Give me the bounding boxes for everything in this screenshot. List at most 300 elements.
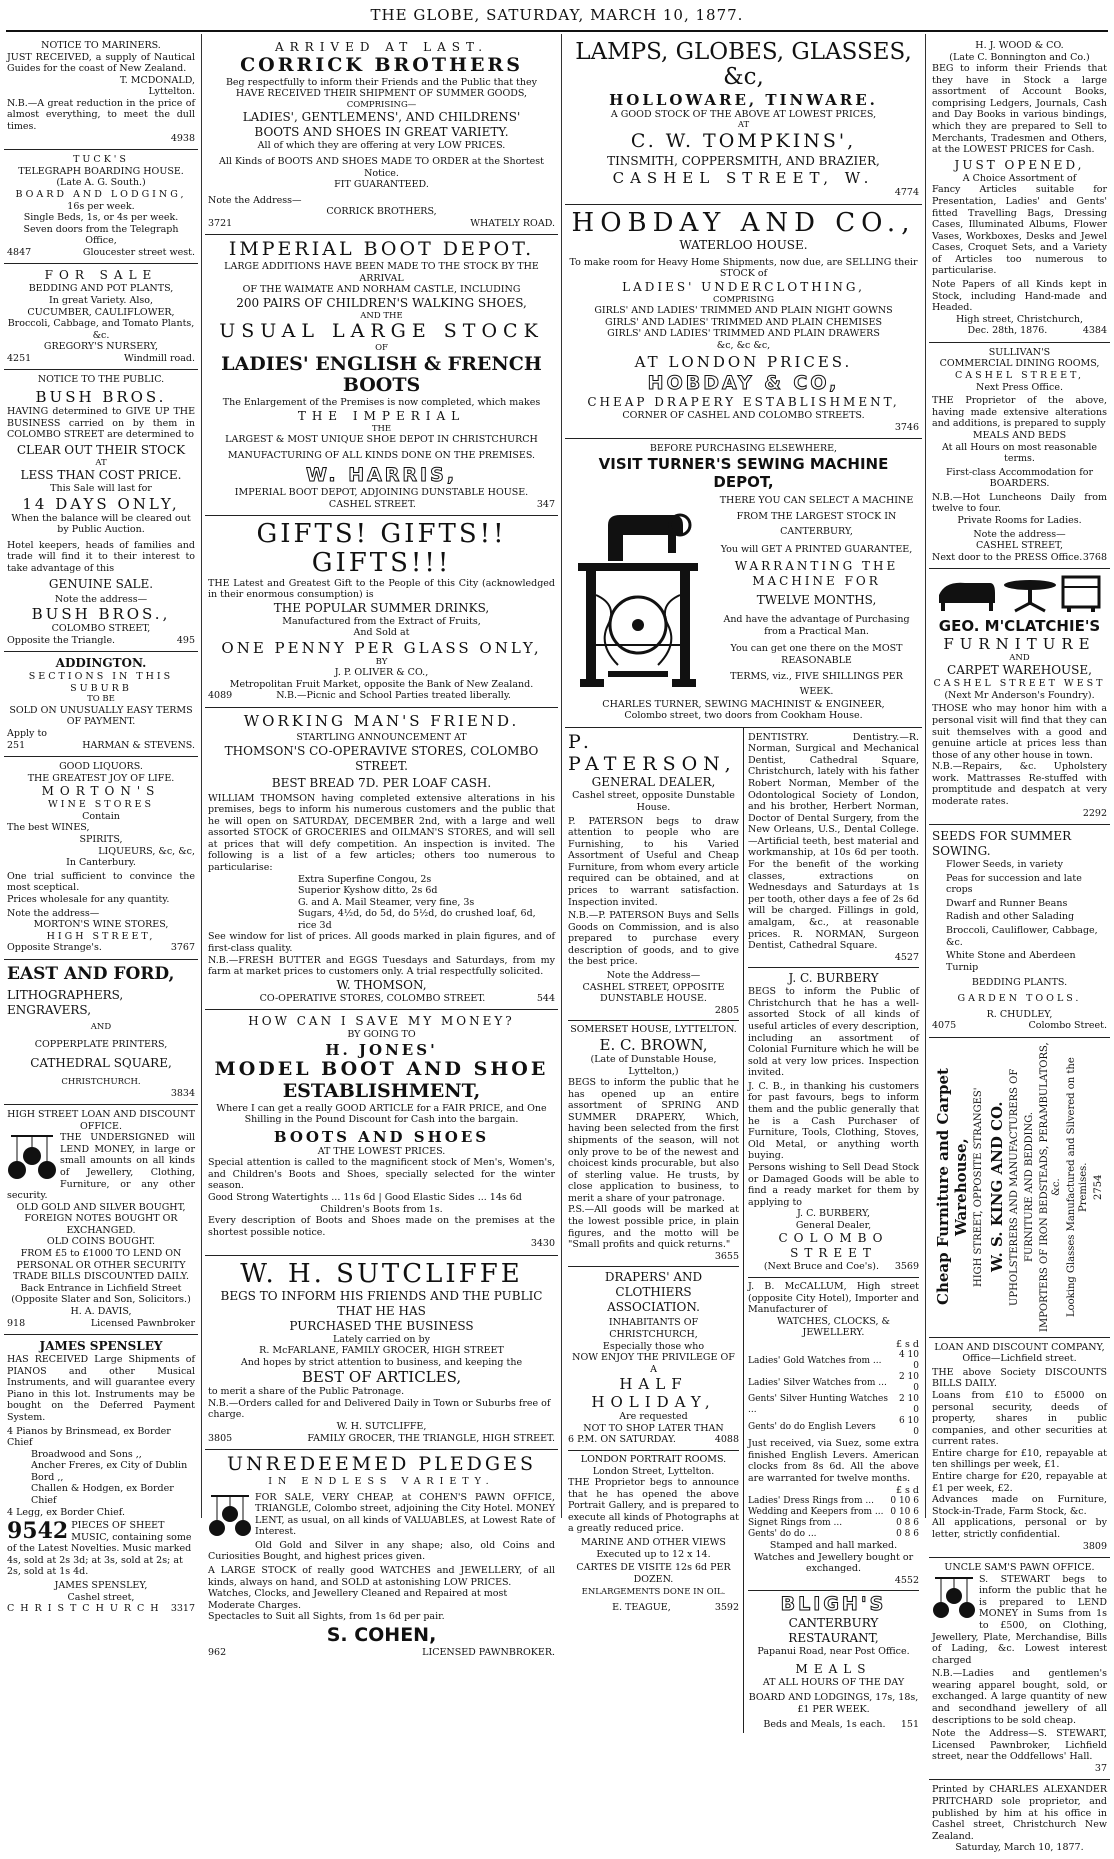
- ad-headline: MODEL BOOT AND SHOE: [214, 1057, 549, 1080]
- ad-title: UNCLE SAM'S PAWN OFFICE.: [944, 1562, 1095, 1574]
- ad-title: H. J. WOOD & CO.: [975, 40, 1064, 51]
- ad-line: Contain: [82, 810, 120, 822]
- ad-line: N.B.—Orders called for and Delivered Daily in Town or Suburbs free of charge.: [208, 1397, 551, 1421]
- ad-line: BOARD AND LODGINGS, 17s, 18s, £1 PER WEEK.: [748, 1692, 919, 1715]
- ad-paterson: [568, 732, 739, 1022]
- ad-line: Cashel street, opposite Dunstable House.: [572, 790, 735, 813]
- item-price: 0 8 6: [896, 1528, 919, 1539]
- ad-headline: UNREDEEMED PLEDGES: [227, 1453, 536, 1476]
- ad-line: BEFORE PURCHASING ELSEWHERE,: [649, 443, 838, 455]
- ad-line: Persons wishing to Sell Dead Stock or Damaged Goods will be able to find a ready market for them by applying to: [748, 1161, 919, 1208]
- ad-line: When the balance will be cleared out by Public Auction.: [11, 512, 191, 536]
- ad-line: One trial sufficient to convince the most sceptical.: [7, 870, 195, 894]
- ad-line: ENLARGEMENTS DONE IN OIL.: [581, 1587, 726, 1598]
- ad-line: All of which they are offering at very LOW PRICES.: [257, 140, 506, 152]
- ad-line: CUCUMBER, CAULIFLOWER,: [27, 306, 175, 318]
- ad-line: LIQUEURS, &c, &c,: [98, 845, 195, 857]
- ad-address: Colombo Street.: [1028, 1020, 1107, 1032]
- ad-line: SOMERSET HOUSE, LYTTELTON.: [570, 1024, 737, 1036]
- ad-line: To make room for Heavy Home Shipments, now due, are SELLING their STOCK of: [569, 256, 918, 280]
- ad-number: 918: [7, 1317, 26, 1329]
- ad-line: A Choice Assortment of: [962, 172, 1077, 184]
- ad-headline: H. JONES': [325, 1040, 438, 1059]
- ad-headline: E. C. BROWN,: [599, 1035, 708, 1054]
- ad-line: Spectacles to Suit all Sights, from 1s 6d per pair.: [208, 1611, 445, 1623]
- ad-title: LONDON PORTRAIT ROOMS.: [580, 1453, 727, 1465]
- table-row: [748, 1518, 919, 1529]
- list-item: Peas for succession and late crops: [946, 872, 1082, 896]
- ad-number: 4075: [932, 1020, 957, 1032]
- price-header: £ s d: [895, 1338, 919, 1350]
- ad-line: Note the address—: [7, 907, 100, 919]
- ad-line: to merit a share of the Public Patronage.: [208, 1386, 405, 1398]
- ad-line: TO BE: [87, 694, 115, 705]
- ad-title: ARRIVED AT LAST.: [274, 40, 489, 54]
- ad-working-mans-friend: [205, 708, 558, 1010]
- ad-line: GARDEN TOOLS.: [957, 992, 1082, 1004]
- ad-line: (Opposite Slater and Son, Solicitors.): [11, 1294, 191, 1306]
- ad-hobday: [565, 205, 922, 439]
- ad-line: Especially those who: [602, 1340, 705, 1352]
- ad-line: WATERLOO HOUSE.: [679, 237, 808, 252]
- ad-line: Licensed Pawnbroker: [90, 1317, 195, 1329]
- ad-gifts: [205, 516, 558, 708]
- ad-number: 962: [208, 1646, 227, 1658]
- ad-line: And have the advantage of Purchasing from a Practical Man.: [723, 614, 910, 637]
- masthead: THE GLOBE, SATURDAY, MARCH 10, 1877.: [370, 6, 744, 24]
- ad-line: Superior Kyshow ditto, 2s 6d: [298, 885, 438, 897]
- price-table: [748, 1350, 919, 1438]
- ad-line: BOOTS AND SHOES IN GREAT VARIETY.: [254, 125, 509, 140]
- ad-signature: E. TEAGUE,: [612, 1601, 671, 1613]
- ad-line: CASHEL STREET,: [975, 540, 1063, 552]
- ad-line: And hopes by strict attention to business, and keeping the: [240, 1356, 523, 1368]
- ad-line: JUST OPENED,: [954, 157, 1085, 172]
- ad-number: 3721: [208, 217, 233, 229]
- ad-number: 347: [536, 498, 555, 510]
- ad-loan-discount-company: [929, 1338, 1110, 1558]
- ad-line: See window for list of prices. All goods marked in plain figures, and of first-class quality.: [208, 931, 555, 955]
- ad-line: GREGORY'S NURSERY,: [43, 341, 159, 353]
- ad-number: 3809: [1082, 1540, 1107, 1552]
- ad-notice-to-mariners: [4, 36, 198, 150]
- price-table: [748, 1496, 919, 1540]
- ad-body: DENTISTRY. Dentistry.—R. Norman, Surgical and Mechanical Dentist, Cathedral Square, Christchurch, lately with his father Robert Norman, Member of the Odontological Society of London, and his brother, Herbert Norman, Doctor of Dental Surgery, from the New Orleans, U.S., Dental College.—Artificial teeth, best material and workmanship, at 10s 6d per tooth. For the benefit of the working classes, extractions on Wednesdays and Saturdays at 1s per tooth, other days a fee of 2s 6d will be charged. Fillings in gold, amalgam, &c., at reasonable prices. R. NORMAN, Surgeon Dentist, Cathedral Square.: [748, 731, 919, 952]
- ad-line: And Sold at: [353, 627, 410, 639]
- ad-drapers: [568, 1267, 739, 1451]
- ad-line: MANUFACTURING OF ALL KINDS DONE ON THE PREMISES.: [227, 449, 536, 461]
- ad-line: 4 Pianos by Brinsmead, ex Border Chief: [7, 1425, 171, 1449]
- ad-body: BEGS to inform the public that he has opened up an entire assortment of SPRING AND SUMMER DRAPERY, Which, having been selected from the first shipments of the season, will not only prove to be of the newest and choicest kinds procurable, but also of sterling value. He trusts, by close application to business, to merit a share of your patronage.: [568, 1077, 739, 1204]
- ad-headline: HALF HOLIDAY,: [591, 1375, 716, 1412]
- ad-line: FROM THE LARGEST STOCK IN: [736, 510, 897, 522]
- ad-headline: HOBDAY AND CO.,: [571, 207, 916, 238]
- ad-tucks: [4, 150, 198, 264]
- ad-line: G. and A. Mail Steamer, very fine, 3s: [298, 896, 475, 908]
- ad-high-street-loan: [4, 1105, 198, 1335]
- ad-line: COMPRISING—: [346, 100, 417, 110]
- ad-number: 4847: [7, 246, 32, 258]
- item-price: 4 10 0: [898, 1350, 919, 1372]
- item-price: 6 10 0: [898, 1416, 919, 1438]
- furniture-illustration-icon: [932, 573, 1107, 617]
- ad-headline: BUSH BROS.: [35, 388, 167, 407]
- ad-line: Sugars, 4½d, do 5d, do 5½d, do crushed loaf, 6d, rice 3d: [298, 908, 536, 931]
- ad-mccallum: [748, 1278, 919, 1591]
- ad-line: TELEGRAPH BOARDING HOUSE.: [18, 165, 184, 177]
- ad-line: At all Hours on most reasonable terms.: [941, 441, 1098, 465]
- ad-headline: GEO. M'CLATCHIE'S: [938, 616, 1101, 635]
- ad-line: CHEAP DRAPERY ESTABLISHMENT,: [587, 395, 900, 410]
- ad-line: Note the Address—S. STEWART, Licensed Pawnbroker, Lichfield street, near the Oddfellows' Hall.: [932, 1728, 1107, 1763]
- ad-body: THE above Society DISCOUNTS BILLS DAILY.: [932, 1366, 1107, 1390]
- ad-headline: MORTON'S: [41, 784, 161, 799]
- ad-number: 37: [1094, 1762, 1107, 1774]
- ad-headline: W. HARRIS,: [305, 464, 458, 487]
- ad-headline: J. C. BURBERY: [788, 971, 879, 986]
- item-price: 0 10 6: [890, 1507, 919, 1518]
- ad-line: Beg respectfully to inform their Friends and the Public that they: [225, 76, 538, 88]
- ad-big-number: 9542: [7, 1518, 69, 1545]
- ad-line: Every description of Boots and Shoes made on the premises at the shortest possible notice.: [208, 1215, 555, 1238]
- ad-headline: ONE PENNY PER GLASS ONLY,: [221, 638, 542, 657]
- item-name: Ladies' Silver Watches from ...: [748, 1377, 887, 1388]
- ad-body: WILLIAM THOMSON having completed extensive alterations in his premises, begs to inform his numerous customers and the public that he will open on SATURDAY, DECEMBER 2nd, with a large and well assorted STOCK of GROCERIES and OILMAN'S STORES, and will sell at prices that will defy competition. An inspection is invited. The following is a list of a few articles; others too numerous to particularise:: [208, 792, 555, 873]
- ad-w-h-sutcliffe: [205, 1256, 558, 1450]
- ad-line: SOLD ON UNUSUALLY EASY TERMS: [9, 704, 193, 716]
- pawn-balls-icon: [208, 1492, 252, 1542]
- ad-line: CASHEL STREET WEST: [933, 678, 1106, 690]
- ad-line: Papanui Road, near Post Office.: [757, 1646, 910, 1658]
- ad-line: Challen & Hodgen, ex Border Chief: [31, 1483, 174, 1507]
- ad-place: Lyttelton.: [148, 86, 195, 98]
- ad-line: Note the Address—: [208, 194, 302, 206]
- ad-east-and-ford: [4, 960, 198, 1105]
- ad-body: PIECES OF SHEET MUSIC, containing some of the Latest Novelties. Music marked 4s, sold at 2s 3d; at 3s, sold at 2s; at 2s, sold at 1s 4d.: [7, 1520, 192, 1578]
- item-price: 0 10 6: [890, 1496, 919, 1507]
- ad-number: 2805: [714, 1004, 739, 1016]
- ad-headline: BEST OF ARTICLES,: [301, 1368, 462, 1387]
- imprint-date: Saturday, March 10, 1877.: [955, 1842, 1084, 1854]
- ad-line: Back Entrance in Lichfield Street: [20, 1282, 182, 1294]
- ad-line: Watches, Clocks, and Jewellery Cleaned and Repaired at most Moderate Charges.: [208, 1588, 508, 1611]
- ad-line: Broadwood and Sons ,,: [31, 1448, 142, 1460]
- ad-body: THE UNDERSIGNED will LEND MONEY, in large or small amounts on all kinds of Jewellery, Clothing, Furniture, or any other security.: [7, 1132, 195, 1202]
- table-row: [748, 1350, 919, 1372]
- ad-line: AND: [1009, 652, 1030, 663]
- ad-line: This Sale will last for: [50, 483, 152, 495]
- ad-line: MEALS: [795, 1661, 872, 1676]
- ad-line: SECTIONS IN THIS SUBURB: [28, 671, 174, 694]
- ad-headline: FURNITURE: [943, 634, 1096, 653]
- column-rule: [925, 34, 926, 1518]
- ad-line: R. McFARLANE, FAMILY GROCER, HIGH STREET: [259, 1345, 504, 1357]
- ad-line: N.B.—P. PATERSON Buys and Sells Goods on Commission, and is also prepared to purchase every description of goods, and to give the best price.: [568, 910, 739, 968]
- ad-line: FURNITURE AND BEDDING.: [1024, 1111, 1036, 1262]
- ad-number: 4088: [714, 1434, 739, 1446]
- column-2: [205, 36, 558, 1658]
- ad-number: 4774: [894, 187, 919, 199]
- ad-line: The best WINES,: [7, 822, 90, 834]
- ad-number: 151: [900, 1719, 919, 1731]
- ad-nb: N.B.—A great reduction in the price of almost everything, to meet the dull times.: [7, 97, 195, 133]
- ad-line: Metropolitan Fruit Market, opposite the Bank of New Zealand.: [229, 678, 534, 690]
- ad-signature: R. CHUDLEY,: [986, 1008, 1053, 1020]
- ad-headline: EAST AND FORD,: [7, 963, 175, 984]
- ad-line: Opposite Strange's.: [7, 942, 102, 954]
- ad-line: LARGEST & MOST UNIQUE SHOE DEPOT IN CHRISTCHURCH: [225, 434, 538, 446]
- table-row: [748, 1496, 919, 1507]
- ad-signature: J. C. BURBERY,: [796, 1208, 871, 1220]
- ad-line: THE: [371, 423, 392, 434]
- ad-line: FROM £5 to £1000 TO LEND ON PERSONAL OR OTHER SECURITY: [16, 1248, 186, 1271]
- ad-line: The Enlargement of the Premises is now completed, which makes: [222, 397, 541, 409]
- ad-line: Apply to: [7, 728, 47, 739]
- ad-signature: H. A. DAVIS,: [70, 1305, 132, 1317]
- ad-headline: S. COHEN,: [326, 1623, 437, 1646]
- ad-title: TUCK'S: [73, 154, 129, 166]
- list-item: Flower Seeds, in variety: [946, 859, 1064, 871]
- column-rule: [561, 34, 562, 1518]
- ad-number: 3768: [1082, 551, 1107, 563]
- ad-line: Broccoli, Cabbage, and Tomato Plants, &c.: [7, 318, 195, 341]
- printer-imprint: [929, 1780, 1110, 1858]
- ad-signature: T. MCDONALD,: [119, 74, 195, 86]
- sewing-machine-icon: [568, 495, 708, 699]
- ad-headline: HOBDAY & CO,: [647, 372, 840, 395]
- ad-line: PURCHASED THE BUSINESS: [289, 1318, 474, 1333]
- ad-line: TWELVE MONTHS,: [756, 593, 877, 608]
- ad-line: NOT TO SHOP LATER THAN: [583, 1422, 724, 1434]
- ad-line: AT: [737, 120, 750, 131]
- ad-line: All Kinds of BOOTS AND SHOES MADE TO ORDER at the Shortest Notice.: [219, 155, 544, 179]
- ad-unredeemed-pledges: [205, 1450, 558, 1663]
- ad-line: HIGH STREET, OPPOSITE STRANGES': [972, 1086, 984, 1287]
- ad-corrick-brothers: [205, 36, 558, 235]
- ad-line: CLEAR OUT THEIR STOCK: [16, 442, 186, 457]
- ad-line: COMPRISING: [712, 294, 775, 305]
- ad-mortons: [4, 757, 198, 960]
- ad-signature: JAMES SPENSLEY,: [54, 1580, 148, 1592]
- ad-headline: ESTABLISHMENT,: [282, 1079, 481, 1102]
- ad-title: DRAPERS' AND CLOTHIERS ASSOCIATION.: [604, 1270, 703, 1315]
- ad-line: Looking Glasses Manufactured and Silvered on the Premises.: [1066, 1056, 1090, 1317]
- ad-number: 4089: [208, 690, 233, 702]
- ad-line: BEST BREAD 7D. PER LOAF CASH.: [271, 775, 492, 790]
- ad-line: N.B.—FRESH BUTTER and EGGS Tuesdays and Saturdays, from my farm at market prices to customers only. A trial respectfully solicited.: [208, 954, 555, 978]
- ad-line: MARINE AND OTHER VIEWS: [581, 1537, 726, 1549]
- ad-signature: CORRICK BROTHERS,: [326, 206, 437, 218]
- table-row: [748, 1507, 919, 1518]
- ad-address: Windmill road.: [123, 352, 195, 364]
- ad-line: CATHEDRAL SQUARE,: [30, 1056, 172, 1071]
- ad-line: Office—Lichfield street.: [962, 1353, 1077, 1365]
- ad-title: HOW CAN I SAVE MY MONEY?: [248, 1014, 515, 1029]
- item-name: Signet Rings from ...: [748, 1518, 843, 1529]
- item-name: Gents' do do English Levers: [748, 1421, 876, 1432]
- table-row: [748, 1372, 919, 1394]
- ad-body: THOSE who may honor him with a personal visit will find that they can suit themselves with a good and genuine article at prices less than those of any other house in town.: [932, 703, 1107, 761]
- ad-line: HIGH STREET,: [46, 930, 156, 942]
- ad-line: Special attention is called to the magnificent stock of Men's, Women's, and Children's Boots and Shoes, specially selected for the winter season.: [208, 1157, 555, 1192]
- ad-line: BY: [375, 656, 388, 667]
- ad-line: WINE STORES: [47, 799, 154, 811]
- ad-line: THE POPULAR SUMMER DRINKS,: [273, 600, 490, 615]
- ad-line: TERMS, viz., FIVE SHILLINGS PER: [730, 670, 903, 682]
- ad-number: 3834: [170, 1087, 195, 1099]
- ad-uncle-sams: [929, 1558, 1110, 1780]
- ad-body: BEG to inform their Friends that they have in Stock a large assortment of Account Books, comprising Ledgers, Journals, Cash and Day Books in various bindings, which they are prepared to Sell to Merchants, Tradesmen and Others, at the LOWEST PRICES for Cash.: [932, 63, 1107, 156]
- ad-line: Note the address—: [54, 593, 148, 605]
- ad-line: LARGE ADDITIONS HAVE BEEN MADE TO THE STOCK BY THE ARRIVAL: [224, 261, 539, 284]
- item-price: 2 10 0: [898, 1394, 919, 1416]
- ad-line: 200 PAIRS OF CHILDREN'S WALKING SHOES,: [236, 295, 527, 310]
- ad-line: CASHEL STREET,: [954, 370, 1084, 382]
- ad-line: CASHEL STREET, OPPOSITE DUNSTABLE HOUSE.: [582, 981, 725, 1005]
- ad-headline: LADIES' ENGLISH & FRENCH BOOTS: [221, 352, 542, 397]
- ad-line: N.B.—Picnic and School Parties treated liberally.: [276, 690, 511, 702]
- ad-line: LADIES' UNDERCLOTHING,: [622, 279, 865, 294]
- ad-line: Where I can get a really GOOD ARTICLE for a FAIR PRICE, and One Shilling in the Pound Discount for Cash into the bargain.: [216, 1102, 547, 1126]
- ad-line: Manufactured from the Extract of Fruits,: [282, 615, 481, 627]
- ad-signature: HARMAN & STEVENS.: [82, 739, 195, 751]
- ad-line: Legg, ex Border Chief.: [16, 1506, 125, 1518]
- item-name: Gents' Silver Hunting Watches ...: [748, 1394, 888, 1416]
- ad-number: 4938: [170, 132, 195, 144]
- ad-headline: BUSH BROS.,: [31, 605, 171, 624]
- ad-line: Single Beds, 1s, or 4s per week.: [23, 212, 179, 224]
- ad-headline: BLIGH'S: [780, 1593, 887, 1616]
- ad-line: LITHOGRAPHERS, ENGRAVERS,: [7, 988, 124, 1018]
- ad-line: COLOMBO STREET: [778, 1231, 889, 1261]
- ad-line: CO-OPERATIVE STORES, COLOMBO STREET.: [259, 992, 486, 1004]
- ad-line: UPHOLSTERERS AND MANUFACTURERS OF: [1008, 1068, 1020, 1306]
- ad-title: GOOD LIQUORS.: [59, 761, 143, 773]
- ad-signature: W. THOMSON,: [336, 977, 427, 992]
- ad-line: (Late C. Bonnington and Co.): [949, 51, 1090, 63]
- ad-line: Good Strong Watertights ... 11s 6d | Good Elastic Sides ... 14s 6d: [208, 1192, 522, 1204]
- ad-title: LOAN AND DISCOUNT COMPANY,: [934, 1341, 1105, 1353]
- ad-line: A LARGE STOCK of really good WATCHES and JEWELLERY, of all kinds, always on hand, and SOLD at astonishing LOW PRICES.: [208, 1565, 555, 1588]
- ad-number: 3317: [170, 1603, 195, 1615]
- ad-line: AT: [95, 457, 107, 468]
- ad-line: In great Variety. Also,: [49, 294, 153, 306]
- ad-line: CANTERBURY,: [780, 526, 853, 538]
- ad-line: AND THE: [360, 310, 403, 321]
- list-item: Radish and other Salading: [946, 911, 1075, 923]
- ad-body: P. PATERSON begs to draw attention to people who are Furnishing, to his Varied Assortment of Useful and Cheap Furniture, from whom every article required can be obtained, and at prices to warrant satisfaction. Inspection invited.: [568, 815, 739, 908]
- ad-title: FOR SALE: [44, 268, 158, 283]
- ad-line: &c, &c &c,: [716, 339, 771, 351]
- ad-number: 544: [536, 992, 555, 1004]
- ad-line: THE IMPERIAL: [297, 408, 466, 423]
- ad-line: Ancher Freres, ex City of Dublin: [31, 1460, 188, 1472]
- ad-number: 2292: [1082, 807, 1107, 819]
- ad-line: N.B.—Ladies and gentlemen's wearing apparel bought, sold, or exchanged. A large quantity of new and secondhand jewellery of all descriptions to be sold cheap.: [932, 1668, 1107, 1726]
- item-price: 2 10 0: [898, 1372, 919, 1394]
- ad-line: Opposite the Triangle.: [7, 634, 116, 646]
- ad-line: IMPERIAL BOOT DEPOT, ADJOINING DUNSTABLE HOUSE.: [234, 487, 529, 499]
- ad-title: THE GREATEST JOY OF LIFE.: [27, 772, 175, 784]
- ad-line: NOW ENJOY THE PRIVILEGE OF A: [572, 1352, 735, 1375]
- ad-line: Entire charge for £20, repayable at £1 per week, £2.: [932, 1471, 1107, 1494]
- ad-line: CASHEL STREET, W.: [612, 169, 875, 188]
- ad-line: AT ALL HOURS OF THE DAY: [762, 1676, 905, 1688]
- ad-headline: W. H. SUTCLIFFE: [240, 1258, 523, 1289]
- ad-headline: 14 DAYS ONLY,: [22, 494, 180, 513]
- ad-sullivans: [929, 343, 1110, 569]
- ad-body: HAS RECEIVED Large Shipments of PIANOS and other Musical Instruments, and will guarantee every Piano in this lot. Instruments may be bought on the Deferred Payment System.: [7, 1354, 195, 1423]
- ad-line: Stamped and hall marked.: [769, 1539, 898, 1551]
- ad-line: LESS THAN COST PRICE.: [20, 468, 182, 483]
- ad-line: LADIES', GENTLEMENS', AND CHILDRENS': [242, 110, 521, 125]
- ad-line: Bord ,,: [31, 1471, 64, 1483]
- ad-line: You can get one there on the MOST REASONABLE: [730, 643, 903, 666]
- ad-line: First-class Accommodation for BOARDERS.: [945, 466, 1094, 490]
- ad-line: GIRLS' AND LADIES' TRIMMED AND PLAIN NIGHT GOWNS: [594, 305, 893, 317]
- ad-line: TRADE BILLS DISCOUNTED DAILY.: [13, 1271, 189, 1283]
- ad-line: Prices wholesale for any quantity.: [7, 893, 170, 905]
- ad-headline: C. W. TOMPKINS',: [630, 129, 857, 152]
- ad-headline: BOOTS AND SHOES: [273, 1127, 490, 1146]
- ad-signature: W. H. SUTCLIFFE,: [336, 1421, 427, 1433]
- ad-line: J. C. B., in thanking his customers for past favours, begs to inform them and the public generally that he is a Cash Purchaser of Furniture, Tools, Clothing, Stoves, Old Metal, or anything worth buying.: [748, 1080, 919, 1162]
- ad-line: General Dealer,: [795, 1219, 872, 1231]
- ad-line: OF: [375, 343, 388, 354]
- ad-line: CHARLES TURNER, SEWING MACHINIST & ENGINEER,: [602, 698, 885, 710]
- list-item: Dwarf and Runner Beans: [946, 897, 1068, 909]
- ad-number: 3746: [894, 421, 919, 433]
- ad-line: COMMERCIAL DINING ROOMS,: [939, 358, 1100, 370]
- ad-line: (Late of Dunstable House, Lyttelton,): [590, 1053, 717, 1077]
- ad-headline: Cheap Furniture and Carpet Warehouse,: [933, 1068, 970, 1306]
- ad-line: CASHEL STREET.: [328, 498, 416, 510]
- ad-line: 4: [7, 1506, 14, 1518]
- imprint-text: Printed by CHARLES ALEXANDER PRITCHARD sole proprietor, and published by him at his office in Cashel street, Christchurch New Zealand.: [932, 1784, 1107, 1842]
- ad-title: NOTICE TO MARINERS.: [41, 40, 161, 51]
- ad-line: Dec. 28th, 1876.: [967, 325, 1048, 337]
- ad-split-block: [565, 728, 922, 1733]
- ad-body: FOR SALE, VERY CHEAP, at COHEN'S PAWN OFFICE, TRIANGLE, Colombo street, adjoining the City Hotel. MONEY LENT, as usual, on all kinds of VALUABLES, at Lowest Rate of Interest.: [255, 1491, 555, 1538]
- ad-body: S. STEWART begs to inform the public that he is prepared to LEND MONEY in Sums from 1s to £500, on Clothing, Jewellery, Plate, Merchandise, Bills of Lading, &c. Lowest interest charged: [932, 1573, 1107, 1666]
- ad-line: GIRLS' AND LADIES' TRIMMED AND PLAIN CHEMISES: [604, 316, 882, 328]
- ad-line: INHABITANTS OF CHRISTCHURCH,: [608, 1317, 699, 1340]
- ad-body: BEGS to inform the Public of Christchurch that he has a well-assorted Stock of all kinds of useful articles of every description, including an assortment of Colonial Furniture which he will be sold at very low prices. Inspection invited.: [748, 986, 919, 1079]
- ad-blighs: [748, 1591, 919, 1733]
- ad-line: Fancy Articles suitable for Presentation, Ladies' and Gents' fitted Travelling Bags, Dressing Cases, Illuminated Albums, Flower Vases, Workboxes, Desks and Jewel Cases, Croquet Sets, and a Variety of Articles too numerous to particularise.: [932, 184, 1107, 277]
- column-1: [4, 36, 198, 1615]
- ad-line: Next Press Office.: [976, 381, 1063, 393]
- ad-number: 4384: [1082, 325, 1107, 337]
- ad-number: 2754: [1093, 1173, 1105, 1200]
- ad-headline: P. PATERSON,: [568, 730, 737, 775]
- column-4: [929, 36, 1110, 1854]
- ad-line: AT THE LOWEST PRICES.: [317, 1145, 446, 1157]
- ad-headline: WORKING MAN'S FRIEND.: [243, 711, 520, 730]
- ad-title: ADDINGTON.: [55, 656, 147, 671]
- ad-mclatchie: [929, 569, 1110, 825]
- ad-line: Executed up to 12 x 14.: [596, 1548, 711, 1560]
- ad-line: THOMSON'S CO-OPERAVIVE STORES, COLOMBO STREET.: [224, 743, 539, 773]
- ad-number: 4527: [894, 951, 919, 963]
- ad-line: Private Rooms for Ladies.: [957, 514, 1082, 526]
- ad-line: OLD GOLD AND SILVER BOUGHT, FOREIGN NOTES BOUGHT OR EXCHANGED.: [16, 1201, 186, 1236]
- ad-line: WEEK.: [799, 686, 834, 698]
- ad-line: Beds and Meals, 1s each.: [763, 1719, 886, 1731]
- pawn-balls-icon: [7, 1132, 57, 1184]
- ad-tompkins: [565, 36, 922, 205]
- ad-line: In Canterbury.: [66, 857, 136, 869]
